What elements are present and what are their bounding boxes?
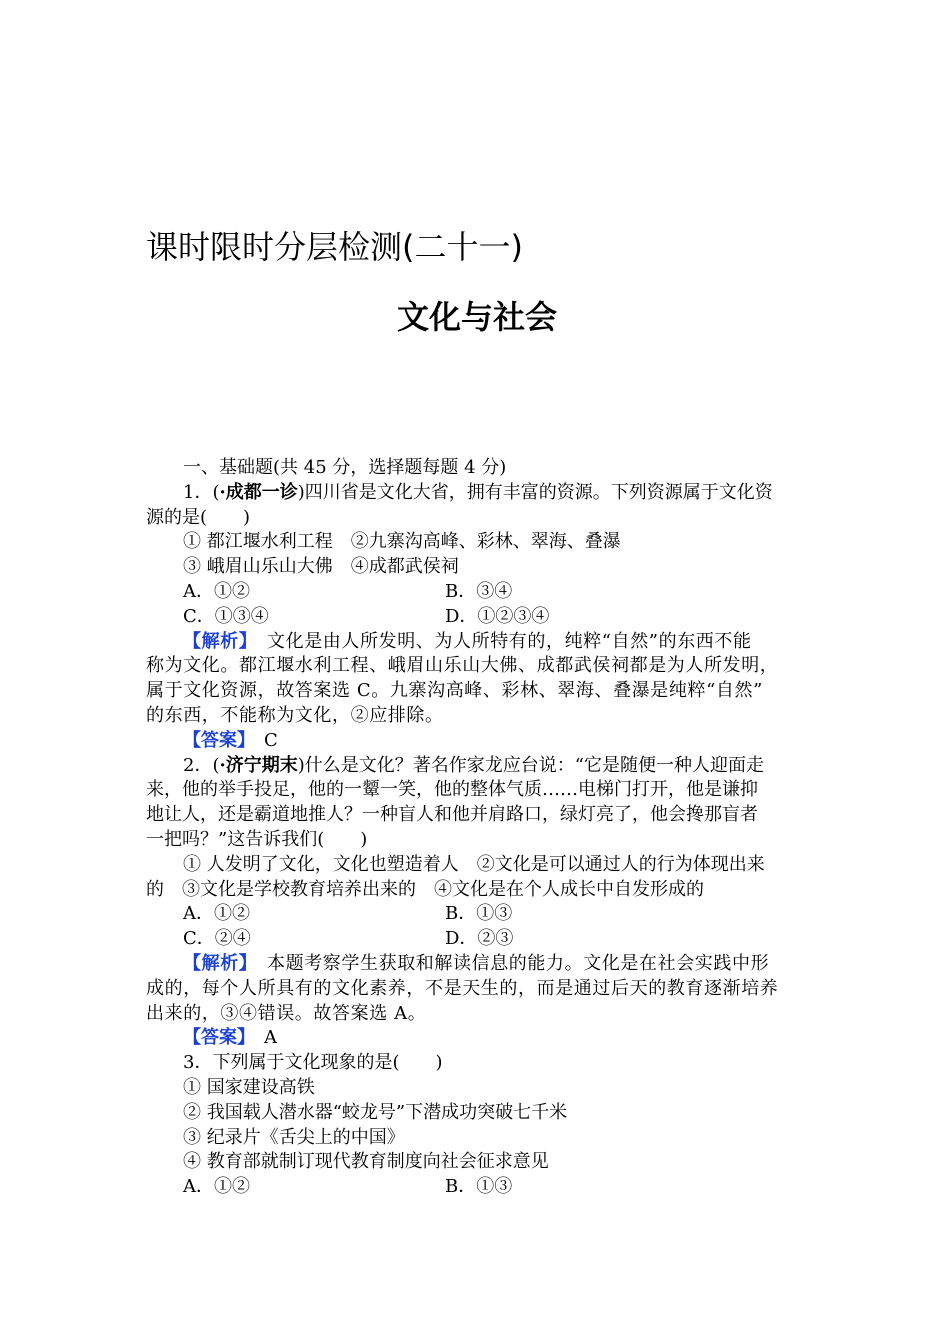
q1-items-line1: ① 都江堰水利工程 ②九寨沟高峰、彩林、翠海、叠瀑 bbox=[183, 531, 621, 553]
q1-answer: 【答案】 C bbox=[183, 729, 278, 751]
q2-option-c: C．②④ bbox=[183, 928, 251, 950]
q1-option-b: B．③④ bbox=[445, 580, 513, 602]
q2-analysis-line1: 【解析】 本题考察学生获取和解读信息的能力。文化是在社会实践中形 bbox=[183, 952, 770, 974]
q2-stem-line3: 地让人，还是霸道地推人？一种盲人和他并肩路口，绿灯亮了，他会搀那盲者 bbox=[146, 804, 758, 826]
q2-stem-line1: 2．(·济宁期末)什么是文化？著名作家龙应台说：“它是随便一种人迎面走 bbox=[183, 754, 764, 776]
q2-items-line2: 的 ③文化是学校教育培养出来的 ④文化是在个人成长中自发形成的 bbox=[146, 878, 704, 900]
q1-items-line2: ③ 峨眉山乐山大佛 ④成都武侯祠 bbox=[183, 556, 459, 578]
q3-item-3: ③ 纪录片《舌尖上的中国》 bbox=[183, 1126, 405, 1148]
analysis-tag: 【解析】 bbox=[183, 630, 249, 652]
q1-analysis-line3: 属于文化资源，故答案选 C。九寨沟高峰、彩林、翠海、叠瀑是纯粹“自然” bbox=[146, 680, 763, 702]
q1-options-row2 bbox=[146, 605, 808, 630]
q3-options-row1 bbox=[146, 1175, 808, 1200]
page-title: 课时限时分层检测(二十一) bbox=[146, 228, 523, 266]
q1-source: ·成都一诊 bbox=[219, 481, 298, 503]
answer-tag: 【答案】 bbox=[183, 1027, 246, 1049]
q2-source: ·济宁期末 bbox=[219, 754, 298, 776]
q2-analysis-line2: 成的，每个人所具有的文化素养，不是天生的，而是通过后天的教育逐渐培养 bbox=[146, 977, 779, 999]
q1-analysis-line1: 【解析】 文化是由人所发明、为人所特有的，纯粹“自然”的东西不能 bbox=[183, 630, 752, 652]
q2-stem-line2: 来，他的举手投足，他的一颦一笑，他的整体气质……电梯门打开，他是谦抑 bbox=[146, 779, 758, 801]
q1-option-a: A．①② bbox=[183, 580, 250, 602]
q1-option-d: D．①②③④ bbox=[445, 605, 550, 627]
q2-answer: 【答案】 A bbox=[183, 1027, 277, 1049]
q2-options-row2 bbox=[146, 927, 808, 952]
q3-option-a: A．①② bbox=[183, 1176, 250, 1198]
q3-item-4: ④ 教育部就制订现代教育制度向社会征求意见 bbox=[183, 1151, 549, 1173]
q3-stem: 3．下列属于文化现象的是( ) bbox=[183, 1052, 443, 1074]
q1-stem-line1: 1．(·成都一诊)四川省是文化大省，拥有丰富的资源。下列资源属于文化资 bbox=[183, 481, 773, 503]
document-body bbox=[146, 456, 808, 1200]
q3-item-2: ② 我国载人潜水器“蛟龙号”下潜成功突破七千米 bbox=[183, 1101, 568, 1123]
q2-option-a: A．①② bbox=[183, 903, 250, 925]
analysis-tag: 【解析】 bbox=[183, 952, 249, 974]
q2-items-line1: ① 人发明了文化，文化也塑造着人 ②文化是可以通过人的行为体现出来 bbox=[183, 853, 765, 875]
section-title: 文化与社会 bbox=[396, 298, 557, 336]
q2-option-b: B．①③ bbox=[445, 903, 513, 925]
q1-option-c: C．①③④ bbox=[183, 605, 269, 627]
q2-analysis-line3: 出来的，③④错误。故答案选 A。 bbox=[146, 1002, 427, 1024]
q3-item-1: ① 国家建设高铁 bbox=[183, 1076, 315, 1098]
q2-stem-line4: 一把吗？”这告诉我们( ) bbox=[146, 828, 368, 850]
q1-analysis-line2: 称为文化。都江堰水利工程、峨眉山乐山大佛、成都武侯祠都是为人所发明， bbox=[146, 655, 779, 677]
q2-option-d: D．②③ bbox=[445, 928, 514, 950]
part-heading: 一、基础题(共 45 分，选择题每题 4 分) bbox=[183, 457, 507, 478]
q3-option-b: B．①③ bbox=[445, 1176, 513, 1198]
q1-options-row1 bbox=[146, 580, 808, 605]
q1-stem-line2: 源的是( ) bbox=[146, 506, 251, 528]
q2-options-row1 bbox=[146, 902, 808, 927]
q1-analysis-line4: 的东西，不能称为文化，②应排除。 bbox=[146, 704, 444, 726]
answer-tag: 【答案】 bbox=[183, 729, 246, 751]
